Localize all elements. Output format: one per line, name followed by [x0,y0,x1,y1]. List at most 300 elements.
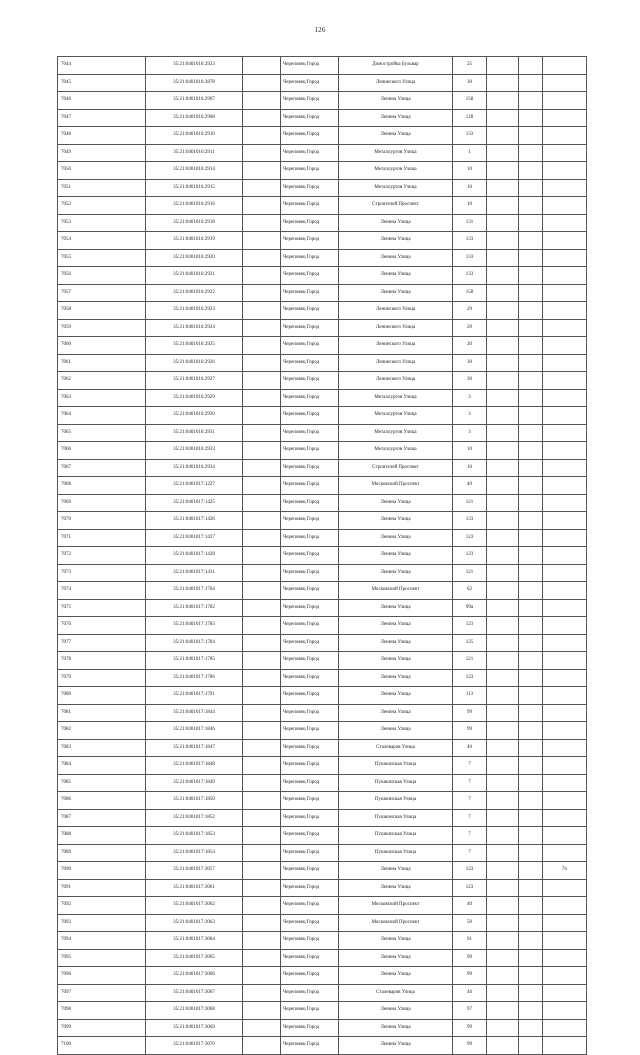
street-cell: Ленинского Улица [339,372,453,390]
note-cell [543,652,587,670]
city-cell: Череповец Город [281,967,339,985]
cadastral-number-cell: 35:21:0401017:3070 [146,1037,243,1055]
city-cell: Череповец Город [281,809,339,827]
empty-cell [243,109,281,127]
house-number-cell: 7 [453,827,487,845]
city-cell: Череповец Город [281,214,339,232]
street-cell: Металлургов Улица [339,424,453,442]
row-number-cell: 7090 [58,862,146,880]
empty-cell [243,92,281,110]
street-cell: Ленина Улица [339,267,453,285]
table-row [58,74,587,92]
empty-cell [487,512,519,530]
empty-cell [487,739,519,757]
street-cell: Домостройка Бульвар [339,57,453,75]
street-cell: Ленина Улица [339,634,453,652]
row-number-cell: 7061 [58,354,146,372]
house-number-cell: 99 [453,704,487,722]
note-cell [543,214,587,232]
cadastral-number-cell: 35:21:0401016:2915 [146,179,243,197]
note-cell [543,809,587,827]
row-number-cell: 7086 [58,792,146,810]
empty-cell [487,424,519,442]
note-cell [543,232,587,250]
empty-cell [487,494,519,512]
street-cell: Металлургов Улица [339,144,453,162]
note-cell [543,984,587,1002]
empty-cell [243,669,281,687]
empty-cell [487,92,519,110]
note-cell [543,477,587,495]
empty-cell [487,809,519,827]
street-cell: Пушкинская Улица [339,757,453,775]
note-cell [543,967,587,985]
empty-cell [487,844,519,862]
empty-cell [519,634,543,652]
empty-cell [243,914,281,932]
empty-cell [519,669,543,687]
empty-cell [243,1002,281,1020]
table-row [58,512,587,530]
street-cell: Ленинского Улица [339,74,453,92]
table-row [58,214,587,232]
empty-cell [243,424,281,442]
empty-cell [243,844,281,862]
empty-cell [487,529,519,547]
note-cell [543,267,587,285]
city-cell: Череповец Город [281,162,339,180]
empty-cell [243,792,281,810]
row-number-cell: 7097 [58,984,146,1002]
empty-cell [243,319,281,337]
house-number-cell: 10 [453,442,487,460]
city-cell: Череповец Город [281,372,339,390]
empty-cell [519,302,543,320]
empty-cell [519,354,543,372]
city-cell: Череповец Город [281,914,339,932]
note-cell [543,897,587,915]
empty-cell [519,512,543,530]
table-row [58,424,587,442]
table-row [58,757,587,775]
house-number-cell: 99а [453,599,487,617]
empty-cell [487,249,519,267]
empty-cell [487,109,519,127]
empty-cell [487,967,519,985]
street-cell: Ленина Улица [339,1002,453,1020]
row-number-cell: 7096 [58,967,146,985]
table-row [58,809,587,827]
table-row [58,897,587,915]
house-number-cell: 29 [453,302,487,320]
table-row [58,827,587,845]
empty-cell [519,774,543,792]
empty-cell [519,949,543,967]
house-number-cell: 133 [453,267,487,285]
empty-cell [487,564,519,582]
empty-cell [243,862,281,880]
street-cell: Ленина Улица [339,879,453,897]
empty-cell [487,179,519,197]
city-cell: Череповец Город [281,634,339,652]
empty-cell [487,634,519,652]
note-cell [543,739,587,757]
table-row [58,879,587,897]
empty-cell [487,652,519,670]
row-number-cell: 7079 [58,669,146,687]
note-cell [543,827,587,845]
empty-cell [519,267,543,285]
empty-cell [519,529,543,547]
row-number-cell: 7057 [58,284,146,302]
house-number-cell: 3 [453,389,487,407]
house-number-cell: 133 [453,249,487,267]
city-cell: Череповец Город [281,774,339,792]
city-cell: Череповец Город [281,354,339,372]
house-number-cell: 128 [453,109,487,127]
city-cell: Череповец Город [281,477,339,495]
note-cell [543,512,587,530]
row-number-cell: 7075 [58,599,146,617]
empty-cell [487,302,519,320]
city-cell: Череповец Город [281,652,339,670]
city-cell: Череповец Город [281,564,339,582]
cadastral-number-cell: 35:21:0401017:3064 [146,932,243,950]
table-row [58,739,587,757]
row-number-cell: 7076 [58,617,146,635]
street-cell: Московский Проспект [339,477,453,495]
empty-cell [519,389,543,407]
table-row [58,967,587,985]
house-number-cell: 7 [453,809,487,827]
house-number-cell: 133 [453,127,487,145]
row-number-cell: 7066 [58,442,146,460]
city-cell: Череповец Город [281,127,339,145]
page-number: 126 [314,26,326,34]
empty-cell [487,337,519,355]
note-cell [543,774,587,792]
note-cell [543,722,587,740]
table-row [58,599,587,617]
table-row [58,949,587,967]
city-cell: Череповец Город [281,932,339,950]
city-cell: Череповец Город [281,984,339,1002]
empty-cell [487,459,519,477]
cadastral-number-cell: 35:21:0401017:1853 [146,827,243,845]
empty-cell [519,897,543,915]
house-number-cell: 121 [453,564,487,582]
cadastral-number-cell: 35:21:0401016:2919 [146,232,243,250]
empty-cell [519,109,543,127]
table-row [58,582,587,600]
city-cell: Череповец Город [281,757,339,775]
city-cell: Череповец Город [281,827,339,845]
table-row [58,57,587,75]
note-cell [543,687,587,705]
house-number-cell: 10 [453,197,487,215]
city-cell: Череповец Город [281,529,339,547]
note-cell [543,704,587,722]
row-number-cell: 7091 [58,879,146,897]
street-cell: Ленина Улица [339,512,453,530]
city-cell: Череповец Город [281,74,339,92]
row-number-cell: 7056 [58,267,146,285]
empty-cell [519,1037,543,1055]
empty-cell [487,582,519,600]
empty-cell [243,337,281,355]
empty-cell [487,442,519,460]
empty-cell [243,722,281,740]
house-number-cell: 50 [453,914,487,932]
empty-cell [519,144,543,162]
empty-cell [243,232,281,250]
empty-cell [243,459,281,477]
city-cell: Череповец Город [281,179,339,197]
row-number-cell: 7081 [58,704,146,722]
cadastral-number-cell: 35:21:0401017:1849 [146,774,243,792]
empty-cell [243,477,281,495]
city-cell: Череповец Город [281,897,339,915]
house-number-cell: 123 [453,617,487,635]
house-number-cell: 40 [453,897,487,915]
row-number-cell: 7054 [58,232,146,250]
city-cell: Череповец Город [281,494,339,512]
empty-cell [243,774,281,792]
note-cell [543,599,587,617]
city-cell: Череповец Город [281,57,339,75]
note-cell [543,459,587,477]
table-row [58,862,587,880]
empty-cell [243,512,281,530]
street-cell: Московский Проспект [339,582,453,600]
row-number-cell: 7080 [58,687,146,705]
cadastral-number-cell: 35:21:0401016:2923 [146,302,243,320]
street-cell: Ленинского Улица [339,354,453,372]
empty-cell [487,389,519,407]
empty-cell [519,932,543,950]
house-number-cell: 123 [453,879,487,897]
note-cell [543,372,587,390]
table-row [58,722,587,740]
empty-cell [519,687,543,705]
city-cell: Череповец Город [281,879,339,897]
empty-cell [519,564,543,582]
table-row [58,179,587,197]
empty-cell [243,564,281,582]
empty-cell [487,599,519,617]
table-row [58,687,587,705]
street-cell: Ленинского Улица [339,337,453,355]
city-cell: Череповец Город [281,1037,339,1055]
row-number-cell: 7049 [58,144,146,162]
empty-cell [487,669,519,687]
empty-cell [243,407,281,425]
empty-cell [243,599,281,617]
empty-cell [487,862,519,880]
cadastral-number-cell: 35:21:0401017:1785 [146,652,243,670]
house-number-cell: 99 [453,1037,487,1055]
cadastral-number-cell: 35:21:0401016:2929 [146,389,243,407]
table-row [58,1002,587,1020]
city-cell: Череповец Город [281,512,339,530]
cadastral-number-cell: 35:21:0401017:3057 [146,862,243,880]
note-cell [543,617,587,635]
table-row [58,617,587,635]
street-cell: Металлургов Улица [339,389,453,407]
table-row [58,564,587,582]
empty-cell [243,144,281,162]
city-cell: Череповец Город [281,617,339,635]
empty-cell [519,862,543,880]
empty-cell [487,1019,519,1037]
empty-cell [519,232,543,250]
row-number-cell: 7058 [58,302,146,320]
city-cell: Череповец Город [281,687,339,705]
empty-cell [243,547,281,565]
empty-cell [519,407,543,425]
cadastral-number-cell: 35:21:0401016:2927 [146,372,243,390]
street-cell: Металлургов Улица [339,162,453,180]
cadastral-number-cell: 35:21:0401016:2925 [146,337,243,355]
street-cell: Ленина Улица [339,127,453,145]
house-number-cell: 40 [453,739,487,757]
empty-cell [243,967,281,985]
table-row [58,1037,587,1055]
empty-cell [487,792,519,810]
note-cell [543,844,587,862]
house-number-cell: 10 [453,162,487,180]
note-cell [543,424,587,442]
street-cell: Ленина Улица [339,92,453,110]
cadastral-number-cell: 35:21:0401016:2916 [146,197,243,215]
city-cell: Череповец Город [281,949,339,967]
empty-cell [519,1019,543,1037]
note-cell [543,407,587,425]
house-number-cell: 30 [453,372,487,390]
row-number-cell: 7045 [58,74,146,92]
empty-cell [487,57,519,75]
cadastral-number-cell: 35:21:0401017:1227 [146,477,243,495]
empty-cell [519,704,543,722]
note-cell [543,914,587,932]
street-cell: Ленинского Улица [339,302,453,320]
row-number-cell: 7077 [58,634,146,652]
empty-cell [487,144,519,162]
row-number-cell: 7072 [58,547,146,565]
cadastral-number-cell: 35:21:0401016:2931 [146,424,243,442]
house-number-cell: 30 [453,74,487,92]
city-cell: Череповец Город [281,424,339,442]
note-cell [543,634,587,652]
empty-cell [243,214,281,232]
street-cell: Ленина Улица [339,862,453,880]
note-cell [543,144,587,162]
empty-cell [487,319,519,337]
row-number-cell: 7094 [58,932,146,950]
table-row [58,127,587,145]
street-cell: Ленина Улица [339,232,453,250]
empty-cell [243,442,281,460]
empty-cell [519,214,543,232]
city-cell: Череповец Город [281,442,339,460]
row-number-cell: 7059 [58,319,146,337]
table-row [58,389,587,407]
cadastral-number-cell: 35:21:0401017:3062 [146,897,243,915]
row-number-cell: 7093 [58,914,146,932]
street-cell: Ленина Улица [339,704,453,722]
street-cell: Строителей Проспект [339,197,453,215]
house-number-cell: 30 [453,354,487,372]
empty-cell [243,809,281,827]
house-number-cell: 133 [453,512,487,530]
street-cell: Ленина Улица [339,967,453,985]
house-number-cell: 1 [453,144,487,162]
row-number-cell: 7062 [58,372,146,390]
house-number-cell: 91 [453,932,487,950]
empty-cell [487,774,519,792]
row-number-cell: 7071 [58,529,146,547]
empty-cell [487,1037,519,1055]
street-cell: Металлургов Улица [339,442,453,460]
note-cell [543,1002,587,1020]
row-number-cell: 7063 [58,389,146,407]
empty-cell [243,932,281,950]
house-number-cell: 20 [453,337,487,355]
empty-cell [487,897,519,915]
city-cell: Череповец Город [281,319,339,337]
empty-cell [243,757,281,775]
empty-cell [487,354,519,372]
house-number-cell: 121 [453,652,487,670]
row-number-cell: 7084 [58,757,146,775]
note-cell [543,249,587,267]
cadastral-number-cell: 35:21:0401017:1428 [146,547,243,565]
cadastral-number-cell: 35:21:0401017:1852 [146,809,243,827]
table-row [58,319,587,337]
cadastral-number-cell: 35:21:0401017:3065 [146,949,243,967]
city-cell: Череповец Город [281,459,339,477]
note-cell [543,529,587,547]
empty-cell [243,389,281,407]
city-cell: Череповец Город [281,267,339,285]
empty-cell [519,459,543,477]
empty-cell [519,372,543,390]
cadastral-number-cell: 35:21:0401017:1850 [146,792,243,810]
empty-cell [519,722,543,740]
empty-cell [243,1019,281,1037]
empty-cell [487,879,519,897]
row-number-cell: 7048 [58,127,146,145]
empty-cell [243,74,281,92]
table-row [58,792,587,810]
empty-cell [243,197,281,215]
empty-cell [243,284,281,302]
note-cell [543,669,587,687]
city-cell: Череповец Город [281,582,339,600]
table-row [58,267,587,285]
empty-cell [243,127,281,145]
row-number-cell: 7067 [58,459,146,477]
note-cell [543,879,587,897]
cadastral-number-cell: 35:21:0401016:2920 [146,249,243,267]
cadastral-number-cell: 35:21:0401017:3066 [146,967,243,985]
cadastral-number-cell: 35:21:0401016:2934 [146,459,243,477]
table-row [58,547,587,565]
street-cell: Ленина Улица [339,669,453,687]
table-row [58,442,587,460]
cadastral-number-cell: 35:21:0401017:1791 [146,687,243,705]
note-cell [543,949,587,967]
